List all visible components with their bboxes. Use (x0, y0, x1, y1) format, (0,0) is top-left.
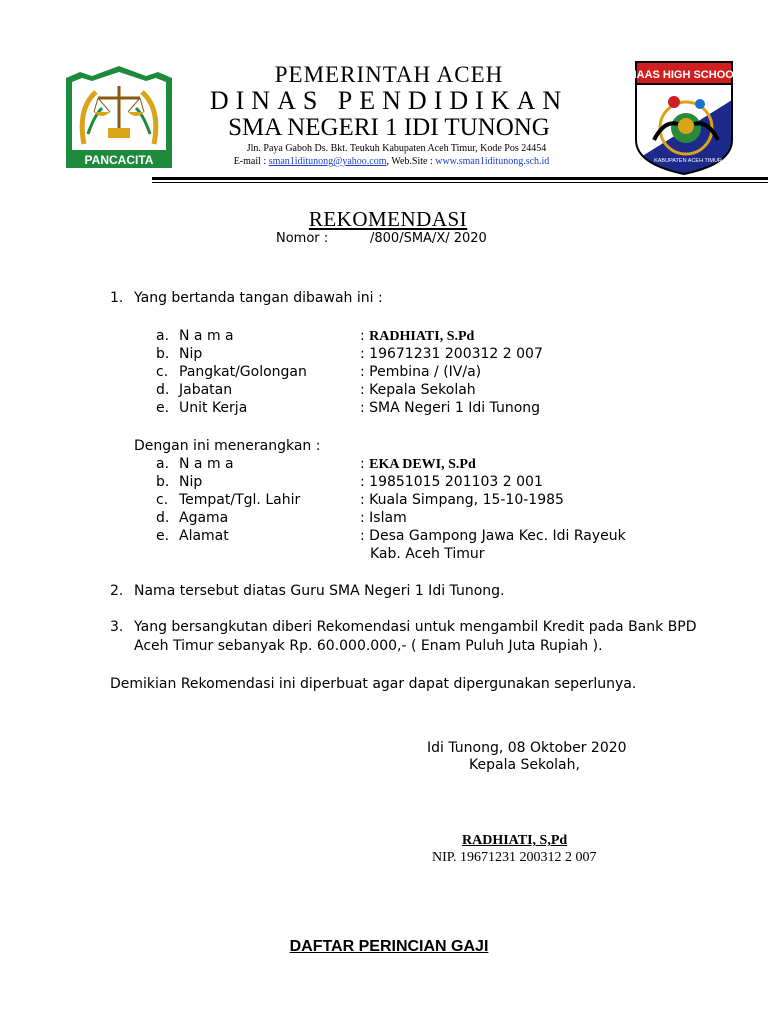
subject-row-value: 19851015 201103 2 001 (369, 474, 543, 490)
email-label: E-mail : (233, 156, 269, 167)
subject-row-letter: b. (156, 474, 170, 490)
salary-breakdown-heading: DAFTAR PERINCIAN GAJI (289, 938, 489, 955)
signatory-row-value: RADHIATI, S.Pd (369, 329, 475, 344)
subject-row-value-cell (360, 492, 564, 508)
signatory-row-letter: b. (156, 346, 170, 362)
signatory-position: Kepala Sekolah, (469, 757, 580, 773)
subject-row-colon: : (360, 456, 365, 472)
subject-row-value: Kuala Simpang, 15-10-1985 (369, 492, 564, 508)
header-divider-thick (152, 177, 768, 180)
subject-row-colon: : (360, 492, 365, 508)
signatory-row-colon: : (360, 400, 365, 416)
subject-row-label: N a m a (179, 456, 234, 472)
signatory-row-colon: : (360, 328, 365, 344)
signatory-row-letter: a. (156, 328, 170, 344)
signatory-row-value: Pembina / (IV/a) (369, 364, 482, 380)
item-3-line-2: Aceh Timur sebanyak Rp. 60.000.000,- ( Enam Puluh Juta Rupiah ). (134, 638, 603, 654)
school-logo-text: MAAS HIGH SCHOOL (627, 69, 741, 81)
statement-intro: Dengan ini menerangkan : (134, 438, 321, 454)
subject-row-letter: c. (156, 492, 169, 508)
subject-row-letter: a. (156, 456, 170, 472)
header-government: PEMERINTAH ACEH (274, 62, 504, 87)
subject-row-label: Alamat (179, 528, 229, 544)
number-value: /800/SMA/X/ 2020 (370, 231, 487, 246)
item-3-number: 3. (110, 619, 124, 635)
signatory-row-value: SMA Negeri 1 Idi Tunong (369, 400, 541, 416)
subject-row-colon: : (360, 474, 365, 490)
signatory-row-label: Jabatan (179, 382, 233, 398)
subject-row-label: Nip (179, 474, 203, 490)
website-label: , Web.Site : (386, 156, 436, 167)
school-logo-ring-text: KABUPATEN ACEH TIMUR (654, 158, 722, 164)
item-2-number: 2. (110, 583, 124, 599)
signatory-row-letter: d. (156, 382, 170, 398)
header-department: DINAS PENDIDIKAN (209, 86, 569, 115)
header-divider-thin (152, 182, 768, 183)
closing-sentence: Demikian Rekomendasi ini diperbuat agar dapat dipergunakan seperlunya. (110, 676, 637, 692)
signatory-row-label: Pangkat/Golongan (179, 364, 307, 380)
number-label: Nomor : (276, 231, 329, 246)
item-1-number: 1. (110, 290, 124, 306)
signatory-row-letter: c. (156, 364, 169, 380)
signatory-row-label: Unit Kerja (179, 400, 248, 416)
subject-row-value-cell (360, 528, 626, 544)
subject-row-letter: e. (156, 528, 170, 544)
item-3-line-1: Yang bersangkutan diberi Rekomendasi untuk mengambil Kredit pada Bank BPD (134, 619, 697, 635)
signatory-row-value: Kepala Sekolah (369, 382, 476, 398)
subject-row-value-cell (360, 510, 407, 526)
header-contact (0, 156, 768, 167)
signatory-row-colon: : (360, 382, 365, 398)
subject-row-letter: d. (156, 510, 170, 526)
item-2-text: Nama tersebut diatas Guru SMA Negeri 1 Idi Tunong. (134, 583, 505, 599)
item-1-intro: Yang bertanda tangan dibawah ini : (134, 290, 383, 306)
signatory-row-value-cell (360, 400, 540, 416)
subject-row-value: Desa Gampong Jawa Kec. Idi Rayeuk (369, 528, 626, 544)
signatory-row-value-cell (360, 346, 543, 362)
signatory-row-colon: : (360, 364, 365, 380)
email-link[interactable]: sman1iditunong@yahoo.com (268, 156, 387, 167)
signatory-row-value-cell (360, 382, 476, 398)
subject-row-value: Islam (369, 510, 407, 526)
address-continuation: Kab. Aceh Timur (370, 546, 485, 562)
signatory-row-label: Nip (179, 346, 203, 362)
signatory-row-letter: e. (156, 400, 170, 416)
document-title: REKOMENDASI (308, 207, 468, 231)
signatory-name: RADHIATI, S,Pd (462, 833, 568, 848)
signatory-row-value-cell (360, 364, 481, 380)
subject-row-colon: : (360, 510, 365, 526)
subject-row-colon: : (360, 528, 365, 544)
signatory-nip: NIP. 19671231 200312 2 007 (432, 850, 597, 865)
signatory-row-value: 19671231 200312 2 007 (369, 346, 543, 362)
header-address: Jln. Paya Gaboh Ds. Bkt. Teukuh Kabupaten Aceh Timur, Kode Pos 24454 (246, 143, 547, 154)
subject-row-label: Tempat/Tgl. Lahir (179, 492, 301, 508)
subject-row-value-cell (360, 456, 476, 473)
place-and-date: Idi Tunong, 08 Oktober 2020 (427, 740, 627, 756)
subject-row-label: Agama (179, 510, 229, 526)
website-link[interactable]: www.sman1iditunong.sch.id (435, 156, 550, 167)
subject-row-value: EKA DEWI, S.Pd (369, 457, 476, 472)
header-school-name: SMA NEGERI 1 IDI TUNONG (228, 114, 550, 141)
signatory-row-colon: : (360, 346, 365, 362)
signatory-row-value-cell (360, 328, 474, 345)
signatory-row-label: N a m a (179, 328, 234, 344)
pancacita-logo-text: PANCACITA (84, 153, 154, 167)
subject-row-value-cell (360, 474, 543, 490)
